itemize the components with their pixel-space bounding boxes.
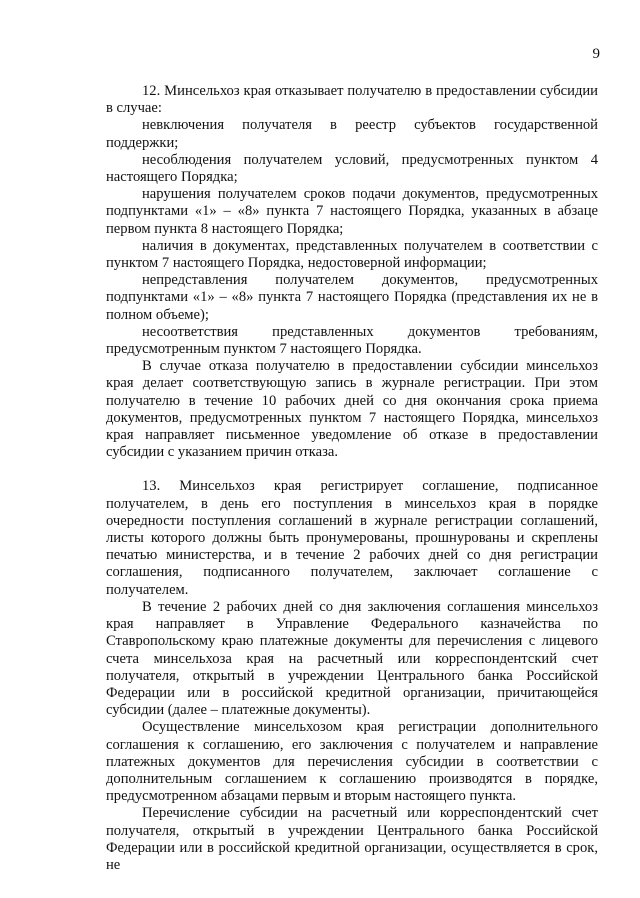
paragraph: В течение 2 рабочих дней со дня заключения соглашения минсельхоз края направляет в Управление Федерального казначейства по Ставропольскому краю платежные документы для перечисления с лицевого счета минсельхоза края на расчетный или корреспондентский счет получателя, открытый в учреждении Центрального банка Российской Федерации или в российской кредитной организации, причитающейся субсидии (далее – платежные документы). bbox=[106, 598, 598, 719]
paragraph: несоблюдения получателем условий, предусмотренных пунктом 4 настоящего Порядка; bbox=[106, 151, 598, 186]
paragraph: наличия в документах, представленных получателем в соответствии с пунктом 7 настоящего Порядка, недостоверной информации; bbox=[106, 237, 598, 272]
section-12 bbox=[106, 83, 598, 461]
paragraph: нарушения получателем сроков подачи документов, предусмотренных подпунктами «1» – «8» пункта 7 настоящего Порядка, указанных в абзаце первом пункта 8 настоящего Порядка; bbox=[106, 186, 598, 237]
paragraph: невключения получателя в реестр субъектов государственной поддержки; bbox=[106, 117, 598, 151]
paragraph: В случае отказа получателю в предоставлении субсидии минсельхоз края делает соответствующую запись в журнале регистрации. При этом получателю в течение 10 рабочих дней со дня окончания срока приема документов, предусмотренных пунктом 7 настоящего Порядка, минсельхоз края направляет письменное уведомление об отказе в предоставлении субсидии с указанием причин отказа. bbox=[106, 358, 598, 461]
section-gap bbox=[106, 461, 598, 478]
paragraph: Осуществление минсельхозом края регистрации дополнительного соглашения к соглашению, его заключения с получателем и направление платежных документов для перечисления субсидии в соответствии с дополнительным соглашением к соглашению производятся в порядке, предусмотренном абзацами первым и вторым настоящего пункта. bbox=[106, 719, 598, 805]
document-body bbox=[106, 83, 598, 874]
paragraph: 13. Минсельхоз края регистрирует соглашение, подписанное получателем, в день его поступления в минсельхоз края в порядке очередности поступления соглашений в журнале регистрации соглашений, листы которого должны быть пронумерованы, прошнурованы и скреплены печатью министерства, и в течение 2 рабочих дней со дня регистрации соглашения, подписанного получателем, заключает соглашение с получателем. bbox=[106, 478, 598, 598]
paragraph: Перечисление субсидии на расчетный или корреспондентский счет получателя, открытый в учреждении Центрального банка Российской Федерации или в российской кредитной организации, осуществляется в срок, не bbox=[106, 805, 598, 873]
paragraph: 12. Минсельхоз края отказывает получателю в предоставлении субсидии в случае: bbox=[106, 83, 598, 117]
paragraph: непредставления получателем документов, предусмотренных подпунктами «1» – «8» пункта 7 настоящего Порядка (представления их не в полном объеме); bbox=[106, 272, 598, 323]
paragraph: несоответствия представленных документов требованиям, предусмотренным пунктом 7 настоящего Порядка. bbox=[106, 323, 598, 358]
section-13 bbox=[106, 478, 598, 874]
page-number: 9 bbox=[592, 46, 600, 62]
